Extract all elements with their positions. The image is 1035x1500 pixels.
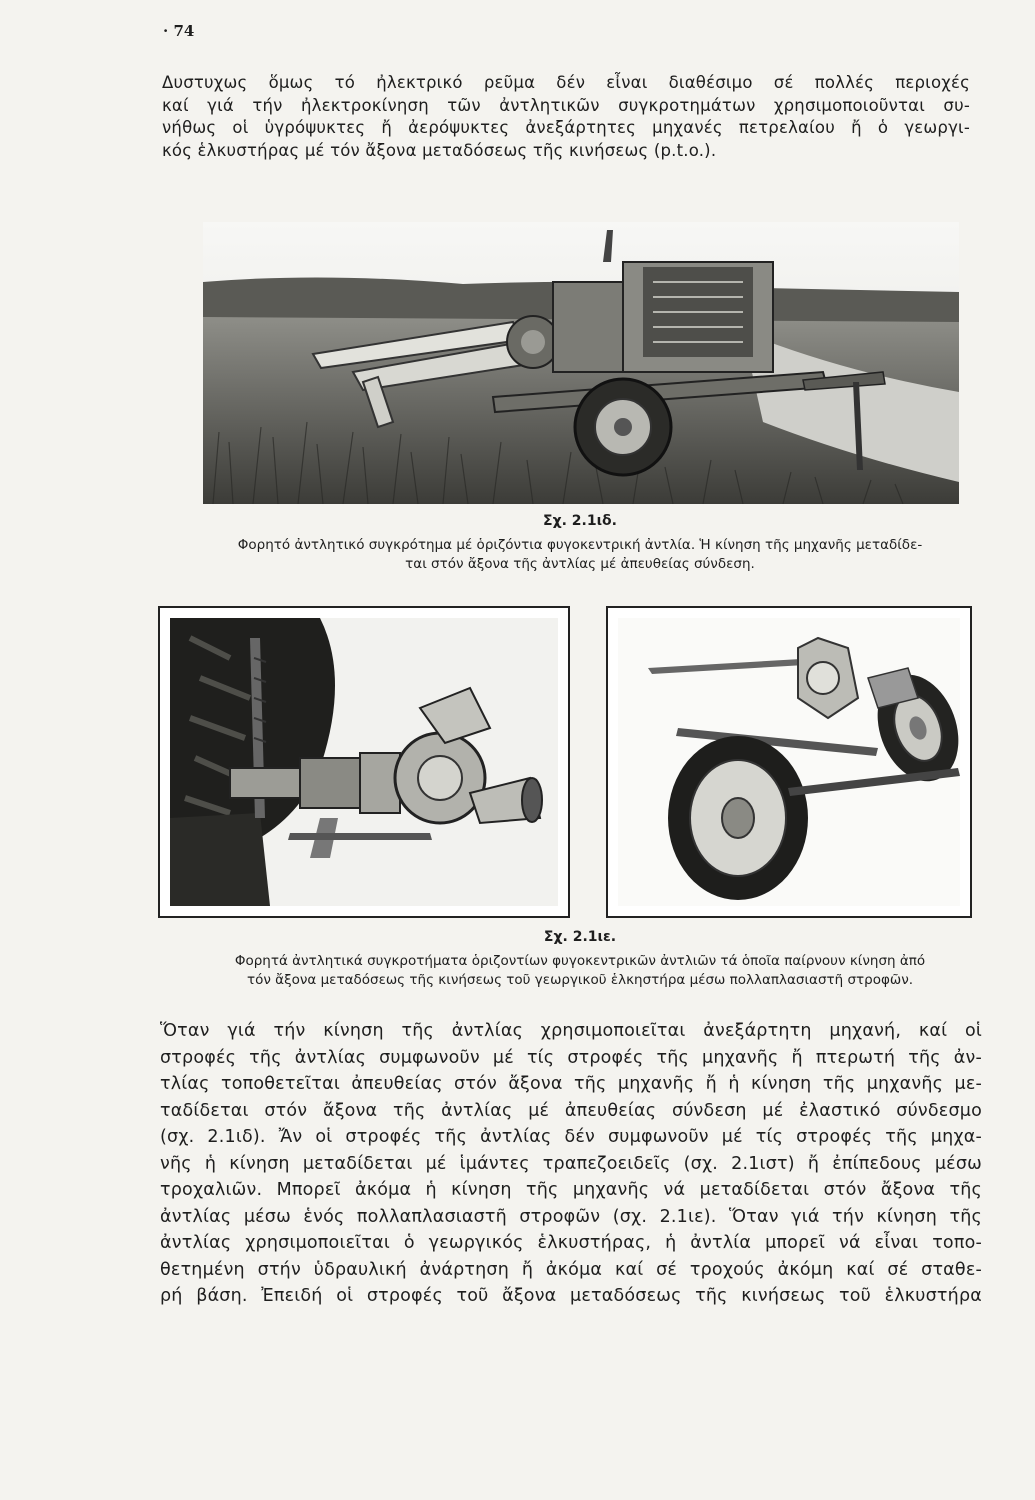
tractor-pump-photo [170, 618, 558, 906]
intro-line: καί γιά τήν ἠλεκτροκίνηση τῶν ἀντλητικῶν συγκροτημάτων χρησιμοποιοῦνται συ- [162, 95, 970, 115]
tractor-pump-photo-frame [158, 606, 570, 918]
intro-line: Δυστυχως ὅμως τό ἠλεκτρικό ρεῦμα δέν εἶναι διαθέσιμο σέ πολλές περιοχές [162, 73, 970, 92]
body-line: (σχ. 2.1ιδ). Ἄν οἱ στροφές τῆς ἀντλίας δέν συμφωνοῦν μέ τίς στροφές τῆς μηχα- [160, 1127, 982, 1147]
figure-2-caption [140, 928, 1020, 990]
figure-1-caption-line: Φορητό ἀντλητικό συγκρότημα μέ ὁριζόντια φυγοκεντρική ἀντλία. Ἡ κίνηση τῆς μηχανῆς μεταδίδε- [237, 537, 923, 553]
body-line: ταδίδεται στόν ἄξονα τῆς ἀντλίας μέ ἀπευθείας σύνδεση μέ ἐλαστικό σύνδεσμο [160, 1100, 982, 1121]
figure-1-caption-line: ται στόν ἄξονα τῆς ἀντλίας μέ ἀπευθείας σύνδεση. [405, 556, 755, 572]
body-line: τροχαλιῶν. Μπορεῖ ἀκόμα ἡ κίνηση τῆς μηχανῆς νά μεταδίδεται στόν ἄξονα τῆς [160, 1180, 982, 1200]
figure-2-label: Σχ. 2.1ιε. [543, 929, 617, 945]
body-line: ἀντλίας χρησιμοποιεῖται ὁ γεωργικός ἑλκυστήρας, ἡ ἀντλία μπορεῖ νά εἶναι τοπο- [160, 1233, 982, 1253]
figure-1-label: Σχ. 2.1ιδ. [543, 513, 617, 529]
figure-1-caption [140, 512, 1020, 574]
intro-line: νήθως οἱ ὑγρόψυκτες ἤ ἀερόψυκτες ἀνεξάρτητες μηχανές πετρελαίου ἤ ὁ γεωργι- [162, 118, 970, 137]
body-line: ἀντλίας μέσω ἑνός πολλαπλασιαστῆ στροφῶν (σχ. 2.1ιε). Ὅταν γιά τήν κίνηση τῆς [160, 1206, 982, 1227]
body-line: στροφές τῆς ἀντλίας συμφωνοῦν μέ τίς στροφές τῆς μηχανῆς ἤ πτερωτή τῆς ἀν- [160, 1047, 982, 1068]
body-line: θετημένη στήν ὑδραυλική ἀνάρτηση ἤ ἀκόμα καί σέ τροχούς ἀκόμη καί σέ σταθε- [160, 1259, 982, 1280]
body-line: Ὅταν γιά τήν κίνηση τῆς ἀντλίας χρησιμοποιεῖται ἀνεξάρτητη μηχανή, καί οἱ [160, 1021, 982, 1041]
pump-trailer-photo [203, 222, 959, 504]
figure-2-caption-line: τόν ἄξονα μεταδόσεως τῆς κινήσεως τοῦ γεωργικοῦ ἑλκηστήρα μέσω πολλαπλασιαστῆ στροφῶν. [246, 972, 914, 988]
page-number: · 74 [163, 22, 195, 40]
body-line: ρή βάση. Ἐπειδή οἱ στροφές τοῦ ἄξονα μεταδόσεως τῆς κινήσεως τοῦ ἑλκυστήρα [160, 1286, 982, 1306]
figure-2-caption-line: Φορητά ἀντλητικά συγκροτήματα ὁριζοντίων φυγοκεντρικῶν ἀντλιῶν τά ὁποῖα παίρνουν κίνηση ἀπό [234, 953, 926, 969]
intro-line: κός ἑλκυστήρας μέ τόν ἄξονα μεταδόσεως τῆς κινήσεως (p.t.o.). [162, 140, 717, 160]
body-line: νῆς ἡ κίνηση μεταδίδεται μέ ἱμάντες τραπεζοειδεῖς (σχ. 2.1ιστ) ἤ ἐπίπεδους μέσω [160, 1153, 982, 1174]
wheeled-pump-photo-frame [606, 606, 972, 918]
body-line: τλίας τοποθετεῖται ἀπευθείας στόν ἄξονα τῆς μηχανῆς ἤ ἡ κίνηση τῆς μηχανῆς με- [160, 1074, 982, 1094]
body-paragraph [160, 1018, 982, 1310]
intro-paragraph [162, 72, 970, 162]
wheeled-pump-photo [618, 618, 960, 906]
